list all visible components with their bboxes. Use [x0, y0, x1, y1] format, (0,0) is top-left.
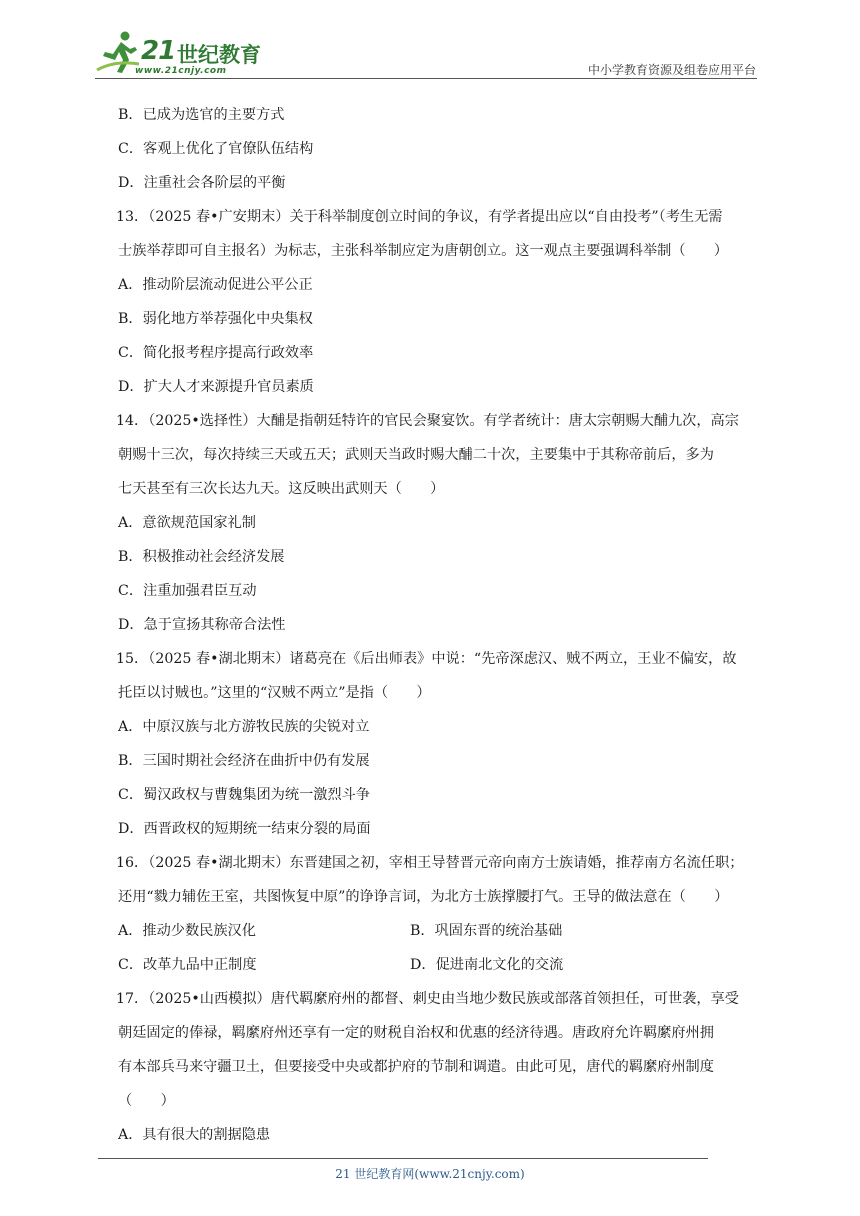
q17-option-a: A．具有很大的割据隐患 — [118, 1127, 271, 1143]
q16-option-a: A．推动少数民族汉化 — [118, 923, 256, 939]
q17-stem-line-4: （ ） — [118, 1093, 175, 1109]
q17-stem-line-1: 17．（2025•山西模拟）唐代羁縻府州的都督、刺史由当地少数民族或部落首领担任，可世袭，享受 — [116, 991, 739, 1007]
logo-number: 21 — [141, 36, 176, 66]
q14-stem-line-1: 14．（2025•选择性）大酺是指朝廷特许的官民会聚宴饮。有学者统计：唐太宗朝赐大酺九次，高宗 — [116, 413, 739, 429]
site-logo[interactable] — [95, 30, 265, 78]
q15-option-c: C．蜀汉政权与曹魏集团为统一激烈斗争 — [118, 787, 371, 803]
q16-option-b: B．巩固东晋的统治基础 — [410, 923, 563, 939]
q17-stem-line-3: 有本部兵马来守疆卫土，但要接受中央或都护府的节制和调遣。由此可见，唐代的羁縻府州制度 — [118, 1059, 714, 1075]
q14-option-a: A．意欲规范国家礼制 — [118, 515, 256, 531]
q16-option-c: C．改革九品中正制度 — [118, 957, 257, 973]
page-header — [0, 0, 860, 80]
q16-options-row-1 — [118, 914, 763, 948]
q14-option-d: D．急于宣扬其称帝合法性 — [118, 617, 286, 633]
q17-stem-line-2: 朝廷固定的俸禄，羁縻府州还享有一定的财税自治权和优惠的经济待遇。唐政府允许羁縻府州拥 — [118, 1025, 714, 1041]
footer-divider — [98, 1158, 708, 1159]
logo-url: www.21cnjy.com — [135, 66, 227, 76]
q12-option-d: D．注重社会各阶层的平衡 — [118, 175, 286, 191]
q16-stem-line-2: 还用“戮力辅佐王室，共图恢复中原”的诤诤言词，为北方士族撑腰打气。王导的做法意在（ ） — [118, 889, 729, 905]
q15-option-d: D．西晋政权的短期统一结束分裂的局面 — [118, 821, 371, 837]
logo-text: 世纪教育 — [177, 43, 261, 67]
header-divider — [95, 78, 757, 79]
q13-stem-line-2: 士族举荐即可自主报名）为标志，主张科举制应定为唐朝创立。这一观点主要强调科举制（ ） — [118, 243, 729, 259]
q14-stem-line-3: 七天甚至有三次长达九天。这反映出武则天（ ） — [118, 481, 445, 497]
platform-title: 中小学教育资源及组卷应用平台 — [587, 63, 756, 77]
q12-option-b: B．已成为选官的主要方式 — [118, 107, 285, 123]
q15-stem-line-2: 托臣以讨贼也。”这里的“汉贼不两立”是指（ ） — [118, 685, 431, 701]
q15-option-b: B．三国时期社会经济在曲折中仍有发展 — [118, 753, 370, 769]
q14-option-b: B．积极推动社会经济发展 — [118, 549, 285, 565]
q16-options-row-2 — [118, 948, 763, 982]
q14-option-c: C．注重加强君臣互动 — [118, 583, 257, 599]
q15-option-a: A．中原汉族与北方游牧民族的尖锐对立 — [118, 719, 370, 735]
q16-stem-line-1: 16．（2025 春•湖北期末）东晋建国之初，宰相王导替晋元帝向南方士族请婚，推荐南方名流任职； — [116, 855, 744, 871]
q13-option-a: A．推动阶层流动促进公平公正 — [118, 277, 313, 293]
q13-option-d: D．扩大人才来源提升官员素质 — [118, 379, 314, 395]
footer-link[interactable]: 21 世纪教育网(www.21cnjy.com) — [335, 1167, 525, 1181]
q13-option-c: C．简化报考程序提高行政效率 — [118, 345, 314, 361]
q12-option-c: C．客观上优化了官僚队伍结构 — [118, 141, 314, 157]
q14-stem-line-2: 朝赐十三次，每次持续三天或五天；武则天当政时赐大酺二十次，主要集中于其称帝前后，多为 — [118, 447, 714, 463]
question-content — [118, 98, 763, 1152]
q13-option-b: B．弱化地方举荐强化中央集权 — [118, 311, 313, 327]
q13-stem-line-1: 13．（2025 春•广安期末）关于科举制度创立时间的争议，有学者提出应以“自由投考”（考生无需 — [116, 209, 723, 225]
q16-option-d: D．促进南北文化的交流 — [410, 957, 564, 973]
q15-stem-line-1: 15．（2025 春•湖北期末）诸葛亮在《后出师表》中说：“先帝深虑汉、贼不两立，王业不偏安，故 — [116, 651, 737, 667]
